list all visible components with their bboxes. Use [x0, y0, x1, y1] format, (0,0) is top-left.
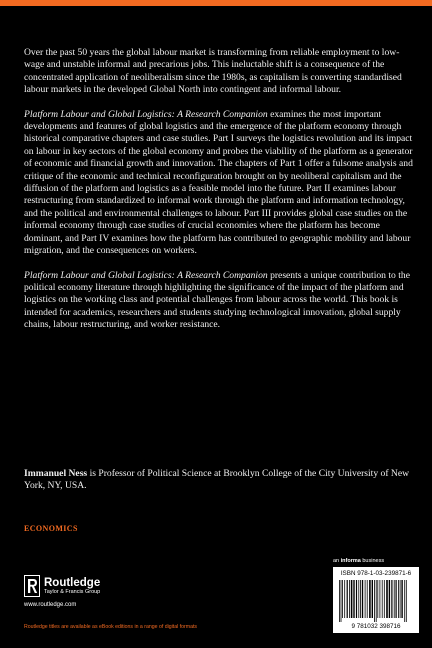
blurb-paragraph-2-text: examines the most important developments and features of global logistics and the emergence of the platform economy through historical comparative chapters and case studies. Part I surveys the logistics revolution and its impact on labour in key sectors of the global economy and probes the viability of the platform as a generator of economic and financial growth and innovation. The chapters of Part 1 offer a fulsome analysis and critique of the economic and technical reconfiguration brought on by neoliberal capitalism and the diffusion of the platform and logistics as a feasible model into the future. Part II examines labour restructuring from standardized to informal work through the platform and information technology, and the political and environmental challenges to labour. Part III provides global case studies on the informal economy through case studies of crucial economies where the platform has become dominant, and Part IV examines how the platform has contributed to geographic mobility and labour migration, and the consequences on workers.	[24, 108, 413, 257]
barcode-bar	[396, 580, 397, 618]
barcode-bar	[404, 580, 405, 622]
barcode-bar	[372, 580, 373, 618]
informa-suffix: business	[360, 558, 385, 564]
barcode-bar	[400, 580, 401, 618]
barcode-bar	[351, 580, 353, 618]
barcode-bar	[394, 580, 395, 618]
barcode-bar	[377, 580, 378, 618]
barcode-bar	[380, 580, 381, 618]
barcode-bar	[339, 580, 340, 622]
barcode-bar	[341, 580, 342, 622]
book-title-italic: Platform Labour and Global Logistics: A Research Companion	[24, 108, 268, 120]
informa-prefix: an	[333, 558, 341, 564]
barcode-bar	[342, 580, 343, 618]
barcode-bar	[356, 580, 357, 618]
author-description: is Professor of Political Science at Brooklyn College of the City University of New York, NY, USA.	[24, 468, 410, 492]
barcode-bar	[384, 580, 385, 618]
barcode-bar	[362, 580, 363, 618]
barcode-bar	[367, 580, 368, 618]
ebook-note: Routledge titles are available as eBook editions in a range of digital formats	[24, 624, 198, 630]
barcode-bar	[374, 580, 375, 622]
isbn-barcode-box	[333, 567, 419, 633]
book-title-italic: Platform Labour and Global Logistics: A Research Companion	[24, 269, 268, 281]
barcode-bar	[382, 580, 383, 618]
publisher-website: www.routledge.com	[24, 602, 77, 608]
author-bio	[24, 468, 419, 493]
isbn-number: ISBN 978-1-03-239871-6	[340, 570, 412, 577]
top-accent-bar	[0, 0, 432, 6]
blurb-paragraph-3-text: presents a unique contribution to the political economy literature through highlighting the significance of the impact of the platform and logistics on the working class and potential challenges from labour across the world. This book is intended for academics, researchers and students studying technological innovation, global supply chains, labour restructuring, and worker resistance.	[24, 269, 410, 331]
logo-text	[44, 577, 100, 596]
informa-brand: informa	[340, 558, 361, 564]
barcode-bar	[347, 580, 348, 618]
barcode-bar	[369, 580, 371, 618]
barcode-bar	[386, 580, 388, 618]
subject-category: ECONOMICS	[24, 524, 78, 533]
barcode-image	[339, 580, 413, 622]
barcode-bar	[391, 580, 392, 618]
barcode-bar	[349, 580, 350, 618]
barcode-bar	[401, 580, 402, 618]
barcode-bar	[406, 580, 407, 622]
barcode-bar	[365, 580, 366, 618]
routledge-r-logo-icon	[24, 575, 40, 597]
publisher-name: Routledge	[44, 576, 101, 589]
barcode-bar	[353, 580, 354, 618]
back-cover-blurb	[24, 47, 419, 344]
barcode-bar	[389, 580, 390, 618]
barcode-bar	[376, 580, 377, 622]
barcode-bar	[360, 580, 361, 618]
publisher-group: Taylor & Francis Group	[44, 588, 101, 595]
blurb-paragraph-3	[24, 270, 419, 332]
blurb-paragraph-1: Over the past 50 years the global labour market is transforming from reliable employment to low-wage and unstable informal and precarious jobs. This ineluctable shift is a consequence of the concentrated application of neoliberalism since the 1980s, as capitalism is converting standardised labour markets in the developed Global North into contingent and informal labour.	[24, 47, 402, 96]
blurb-paragraph-2	[24, 109, 419, 258]
barcode-bar	[398, 580, 399, 618]
author-name: Immanuel Ness	[24, 468, 88, 479]
barcode-bar	[344, 580, 345, 618]
barcode-digits: 9 781032 398716	[351, 623, 401, 630]
barcode-bar	[358, 580, 359, 618]
routledge-logo	[24, 573, 100, 599]
informa-business-label	[333, 558, 384, 564]
